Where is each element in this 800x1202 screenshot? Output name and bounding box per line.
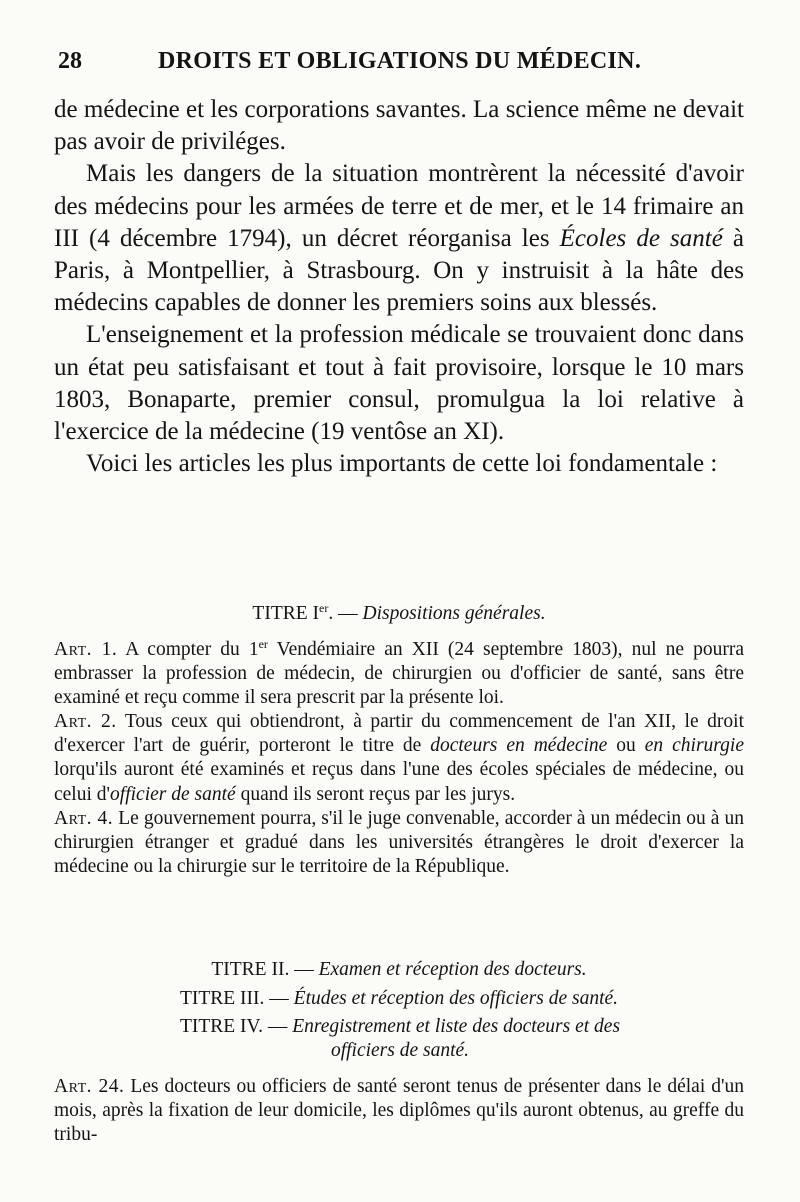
ecoles-de-sante-italic: Écoles de santé bbox=[559, 224, 723, 252]
titre-4-heading bbox=[150, 1015, 650, 1063]
titre-3-prefix: TITRE III. — bbox=[179, 988, 294, 1009]
article-4-label: Art. 4. bbox=[54, 807, 114, 829]
running-title: DROITS ET OBLIGATIONS DU MÉDECIN. bbox=[158, 48, 642, 74]
article-2-label: Art. 2. bbox=[54, 711, 117, 733]
titre-1-sup: er bbox=[319, 601, 329, 615]
article-24-text: Les docteurs ou officiers de santé seront tenus de présenter dans le délai d'un mois, après la fixation de leur domicile, les diplômes qu'ils auront obtenus, au greffe du tribu- bbox=[54, 1076, 744, 1146]
article-2-text-b: ou bbox=[607, 735, 645, 757]
titre-1-dash: . — bbox=[328, 603, 363, 624]
paragraph-2-text: Mais les dangers de la situation montrèrent la nécessité d'avoir des médecins pour les armées de terre et de mer, et le 14 frimaire an III (4 décembre 1794), un décret réorganisa les bbox=[54, 160, 744, 252]
article-24 bbox=[54, 1075, 744, 1147]
articles-block bbox=[54, 632, 744, 879]
article-4-text: Le gouvernement pourra, s'il le juge convenable, accorder à un médecin ou à un chirurgien étranger et gradué dans les universités étrangères le droit d'exercer la médecine ou la chirurgie sur le territoire de la République. bbox=[54, 807, 744, 877]
article-2-italic-2: en chirurgie bbox=[644, 735, 744, 757]
titre-4-title: Enregistrement et liste des docteurs et des officiers de santé. bbox=[292, 1016, 621, 1061]
article-2-text-d: quand ils seront reçus par les jurys. bbox=[235, 783, 516, 805]
titre-1-prefix: TITRE I bbox=[252, 603, 320, 624]
paragraph-2 bbox=[54, 158, 744, 319]
article-2-text: Tous ceux qui obtiendront, à partir du commencement de l'an XII, le droit d'exercer l'art de guérir, porteront le titre de bbox=[54, 711, 744, 757]
paragraph-2-text-end: à Paris, à Montpellier, à Strasbourg. On y instruisit à la hâte des médecins capables de donner les premiers soins aux blessés. bbox=[54, 224, 744, 317]
article-1-sup: er bbox=[258, 637, 268, 651]
paragraph-1: de médecine et les corporations savantes. La science même ne devait pas avoir de priviléges. bbox=[54, 96, 744, 156]
titre-3-title: Études et réception des officiers de santé. bbox=[293, 988, 619, 1009]
article-2-italic-3: officier de santé bbox=[110, 783, 236, 805]
titre-2-prefix: TITRE II. — bbox=[211, 959, 319, 980]
article-1-label: Art. 1. bbox=[54, 639, 118, 660]
article-2-text-c: lorqu'ils auront été examinés et reçus dans l'une des écoles spéciales de médecine, ou celui d' bbox=[54, 759, 744, 805]
article-1-text: A compter du 1 bbox=[117, 639, 259, 660]
paragraph-3: L'enseignement et la profession médicale se trouvaient donc dans un état peu satisfaisant et tout à fait provisoire, lorsque le 10 mars 1803, Bonaparte, premier consul, promulgua la loi relative à l'exercice de la médecine (19 ventôse an XI). bbox=[54, 321, 744, 446]
article-2-italic-1: docteurs en médecine bbox=[430, 735, 608, 757]
titre-1-heading bbox=[54, 596, 744, 626]
paragraph-4: Voici les articles les plus importants de cette loi fondamentale : bbox=[86, 450, 718, 478]
page-header bbox=[54, 44, 744, 84]
article-1-text-end: Vendémiaire an XII (24 septembre 1803), nul ne pourra embrasser la profession de médecin, de chirurgien ou d'officier de santé, sans être examiné et reçu comme il sera prescrit par la présente loi. bbox=[54, 639, 745, 709]
article-2 bbox=[54, 710, 744, 806]
titre-3-heading bbox=[54, 986, 744, 1011]
titre-4-prefix: TITRE IV. — bbox=[179, 1016, 293, 1037]
article-1 bbox=[54, 632, 744, 710]
page-number: 28 bbox=[58, 48, 82, 74]
article-24-label: Art. 24. bbox=[54, 1076, 125, 1097]
titre-1-title: Dispositions générales. bbox=[362, 603, 546, 624]
titre-2-title: Examen et réception des docteurs. bbox=[318, 959, 587, 980]
article-4 bbox=[54, 807, 744, 879]
body-text bbox=[54, 94, 744, 480]
article-24-block bbox=[54, 1075, 744, 1147]
titre-2-heading bbox=[54, 957, 744, 982]
